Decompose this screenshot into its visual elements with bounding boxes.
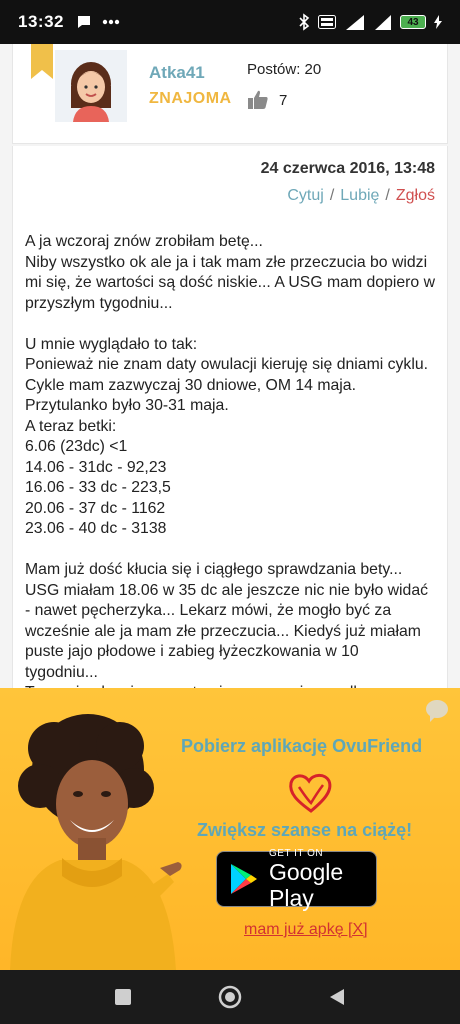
status-bar	[0, 0, 460, 44]
report-link[interactable]: Zgłoś	[395, 187, 435, 204]
likes-count: 7	[279, 91, 288, 109]
promo-subtitle: Zwiększ szanse na ciążę!	[197, 820, 413, 840]
status-time: 13:32	[18, 12, 64, 31]
store-caption: GET IT ON	[269, 847, 324, 859]
store-name: Google Play	[269, 858, 344, 911]
post-actions	[287, 187, 435, 205]
woman-avatar-icon	[55, 50, 127, 122]
heart-logo-icon	[287, 771, 335, 813]
author-username[interactable]: Atka41	[149, 63, 205, 82]
separator: /	[385, 187, 390, 204]
thumbs-up-icon	[247, 90, 269, 110]
recents-square-icon[interactable]	[108, 982, 138, 1012]
like-link[interactable]: Lubię	[340, 187, 380, 204]
chat-bubble-icon[interactable]	[426, 700, 448, 718]
home-circle-icon[interactable]	[215, 982, 245, 1012]
promo-title: Pobierz aplikację OvuFriend	[181, 736, 423, 756]
charging-bolt-icon	[434, 15, 442, 29]
post-body: A ja wczoraj znów zrobiłam betę... Niby wszystko ok ale ja i tak mam złe przeczucia bo widzi mi się, że wartości są dość niskie... A USG mam dopiero w przyszłym tygodniu... U mnie wyglądało to tak: Ponieważ nie znam daty owulacji kieruję się dniami cyklu. Cykle mam zazwyczaj 30 dniowe, OM 14 maja. Przytulanko było 30-31 maja. A teraz betki: 6.06 (23dc) <1 14.06 - 31dc - 92,23 16.06 - 33 dc - 223,5 20.06 - 37 dc - 1162 23.06 - 40 dc - 3138 Mam już dość kłucia się i ciągłego sprawdzania bety... USG miałam 18.06 w 35 dc ale jeszcze nic nie było widać - nawet pęcherzyka... Lekarz mówi, że mogło być za wcześnie ale ja mam złe przeczucia... Kiedyś już miałam puste jajo płodowe i zabieg łyżeczkowania w 10 tygodniu...	[25, 233, 435, 681]
forum-content[interactable]	[0, 44, 460, 688]
author-post-count: Postów: 20	[247, 61, 322, 78]
author-card	[12, 44, 448, 144]
signal-icon	[374, 14, 392, 30]
bluetooth-icon	[298, 14, 310, 30]
separator: /	[329, 187, 335, 204]
author-likes	[247, 90, 287, 110]
quote-link[interactable]: Cytuj	[287, 187, 324, 204]
forum-post	[12, 146, 448, 706]
bookmark-ribbon-icon	[31, 44, 53, 70]
more-dots-icon	[102, 19, 120, 25]
app-promo-banner[interactable]	[0, 688, 460, 970]
avatar[interactable]	[55, 50, 127, 122]
battery-indicator: 43	[400, 15, 426, 29]
author-rank: ZNAJOMA	[149, 90, 232, 107]
smiling-woman-illustration	[0, 708, 190, 970]
google-play-icon	[229, 863, 259, 895]
google-play-button[interactable]	[216, 847, 377, 911]
lte-signal-icon	[344, 14, 366, 30]
android-nav-bar	[0, 970, 460, 1024]
message-icon	[76, 14, 92, 30]
back-triangle-icon[interactable]	[322, 982, 352, 1012]
volte-icon	[318, 15, 336, 29]
post-date: 24 czerwca 2016, 13:48	[260, 160, 435, 177]
dismiss-promo-link[interactable]: mam już apkę [X]	[244, 921, 368, 938]
